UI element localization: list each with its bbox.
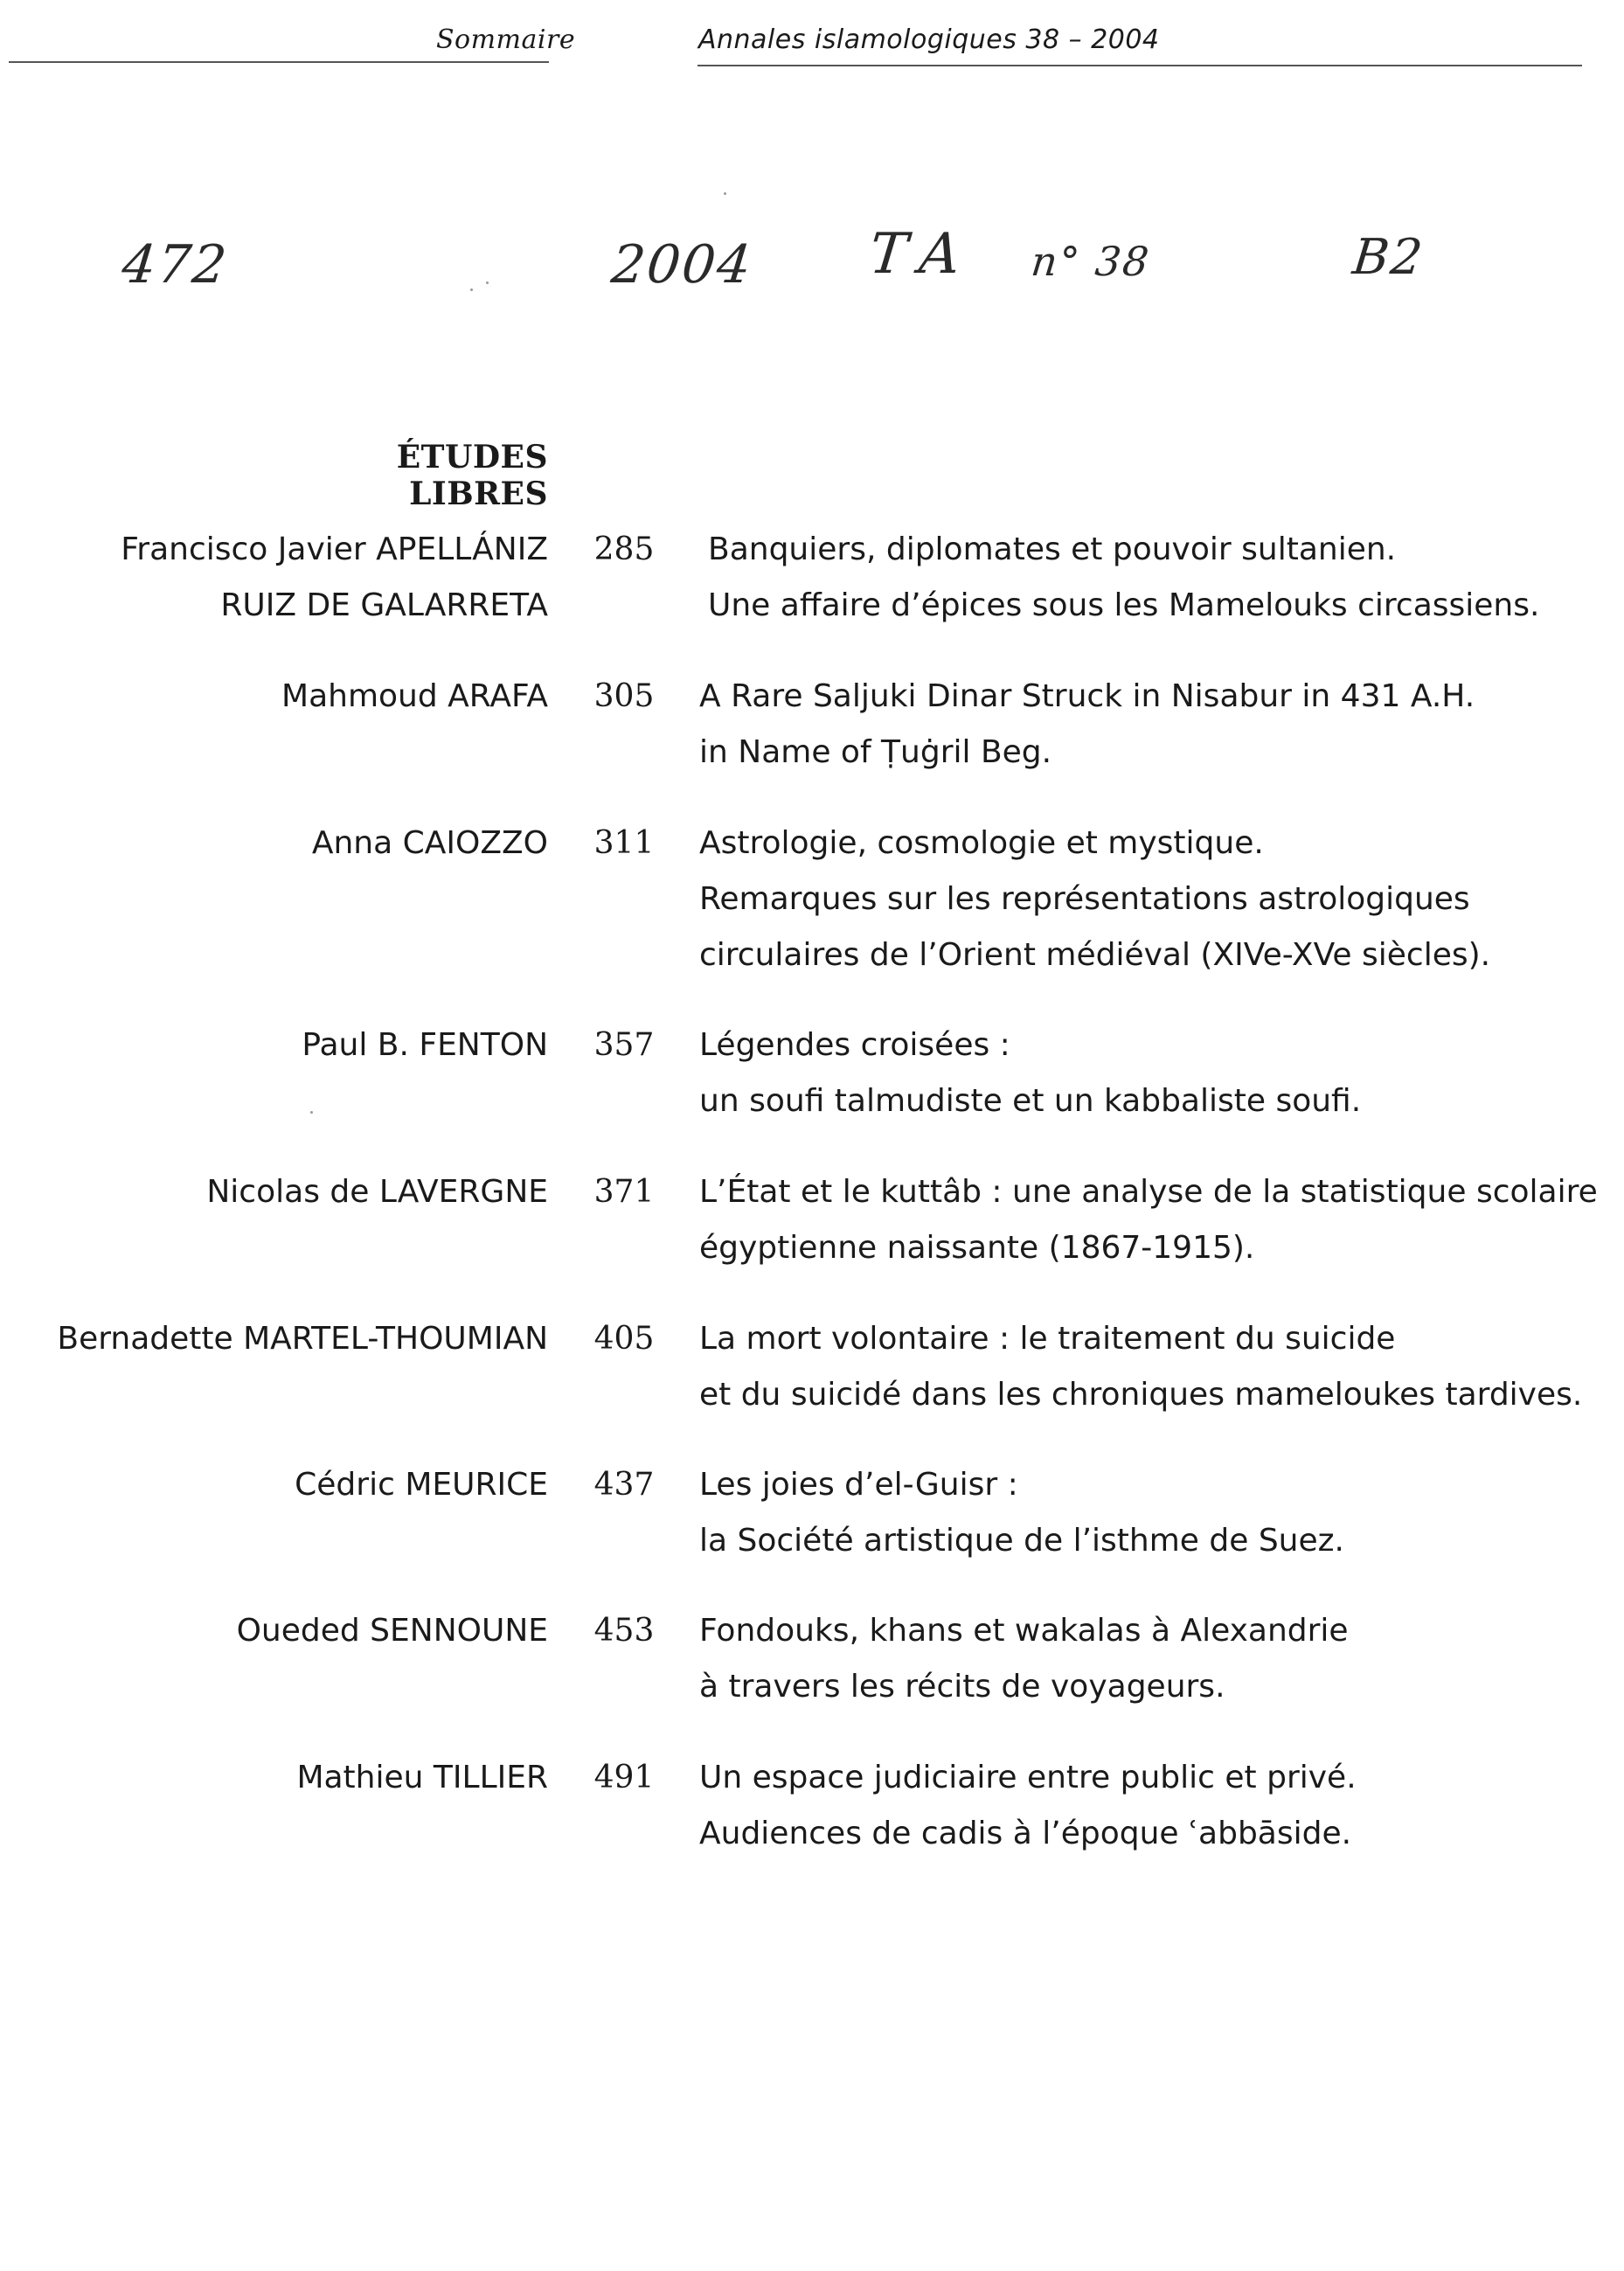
handwritten-note-issue: n° 38 — [1029, 238, 1153, 285]
section-heading: ÉTUDES LIBRES — [396, 439, 548, 512]
title-line: Banquiers, diplomates et pouvoir sultanien. — [708, 531, 1397, 567]
author-name: RUIZ DE GALARRETA — [220, 587, 548, 623]
author-name: Mathieu TILLIER — [296, 1760, 548, 1795]
author-name: Cédric MEURICE — [295, 1467, 548, 1503]
title-line: Légendes croisées : — [699, 1027, 1010, 1063]
handwritten-note-year: 2004 — [608, 234, 756, 295]
handwritten-note-code: TA — [866, 222, 980, 287]
title-line: L’État et le kuttâb : une analyse de la statistique scolaire — [699, 1174, 1598, 1210]
toc-page-number: 311 — [593, 825, 655, 861]
toc-authors — [0, 1164, 548, 1220]
running-header — [0, 0, 1624, 70]
toc-title — [699, 1603, 1608, 1715]
title-line: Audiences de cadis à l’époque ʿabbāside. — [699, 1816, 1352, 1851]
author-name: Anna CAIOZZO — [311, 825, 548, 861]
author-name: Paul B. FENTON — [302, 1027, 548, 1063]
toc-authors — [0, 1311, 548, 1367]
title-line: in Name of Ṭuġril Beg. — [699, 734, 1052, 770]
title-line: Fondouks, khans et wakalas à Alexandrie — [699, 1613, 1349, 1649]
toc-title — [699, 669, 1608, 781]
title-line: la Société artistique de l’isthme de Suez. — [699, 1523, 1344, 1559]
toc-title — [699, 1750, 1608, 1862]
title-line: égyptienne naissante (1867-1915). — [699, 1230, 1255, 1266]
toc-title — [708, 522, 1617, 634]
title-line: Remarques sur les représentations astrologiques — [699, 881, 1470, 917]
title-line: A Rare Saljuki Dinar Struck in Nisabur in 431 A.H. — [699, 678, 1475, 714]
toc-page-number: 437 — [593, 1467, 655, 1503]
toc-title — [699, 1457, 1608, 1569]
author-name: Nicolas de LAVERGNE — [206, 1174, 548, 1210]
toc-authors — [0, 1603, 548, 1659]
toc-authors — [0, 1017, 548, 1073]
author-name: Bernadette MARTEL-THOUMIAN — [57, 1321, 548, 1357]
toc-page-number: 371 — [593, 1174, 655, 1210]
toc-authors — [0, 816, 548, 872]
toc-title — [699, 816, 1608, 983]
header-rule-left — [9, 61, 549, 63]
scan-speck — [310, 1111, 313, 1114]
toc-title — [699, 1311, 1608, 1423]
scan-speck — [470, 288, 473, 291]
toc-page-number: 405 — [593, 1321, 655, 1357]
toc-page-number: 453 — [593, 1613, 655, 1649]
running-header-journal: Annales islamologiques 38 – 2004 — [698, 24, 1160, 55]
toc-authors — [0, 1750, 548, 1806]
author-name: Oueded SENNOUNE — [236, 1613, 548, 1649]
title-line: un soufi talmudiste et un kabbaliste soufi. — [699, 1083, 1362, 1119]
header-rule-right — [697, 65, 1582, 66]
toc-authors — [0, 522, 548, 634]
author-name: Mahmoud ARAFA — [281, 678, 548, 714]
title-line: Une affaire d’épices sous les Mamelouks circassiens. — [708, 587, 1540, 623]
scan-speck — [486, 281, 489, 284]
title-line: circulaires de l’Orient médiéval (XIVe-XVe siècles). — [699, 937, 1491, 973]
author-name: Francisco Javier APELLÁNIZ — [121, 531, 548, 567]
toc-authors — [0, 669, 548, 725]
toc-page-number: 357 — [593, 1027, 655, 1063]
handwritten-note-shelf: B2 — [1350, 229, 1427, 286]
title-line: Un espace judiciaire entre public et privé. — [699, 1760, 1357, 1795]
title-line: Les joies d’el-Guisr : — [699, 1467, 1018, 1503]
title-line: La mort volontaire : le traitement du suicide — [699, 1321, 1396, 1357]
toc-page-number: 285 — [593, 531, 655, 567]
handwritten-note-number: 472 — [119, 234, 232, 295]
toc-authors — [0, 1457, 548, 1513]
running-header-section: Sommaire — [436, 24, 576, 55]
scan-speck — [724, 192, 726, 195]
toc-page-number: 491 — [593, 1760, 655, 1795]
title-line: Astrologie, cosmologie et mystique. — [699, 825, 1264, 861]
toc-title — [699, 1017, 1608, 1129]
toc-page-number: 305 — [593, 678, 655, 714]
title-line: et du suicidé dans les chroniques mameloukes tardives. — [699, 1377, 1583, 1413]
title-line: à travers les récits de voyageurs. — [699, 1669, 1225, 1705]
toc-title — [699, 1164, 1608, 1276]
